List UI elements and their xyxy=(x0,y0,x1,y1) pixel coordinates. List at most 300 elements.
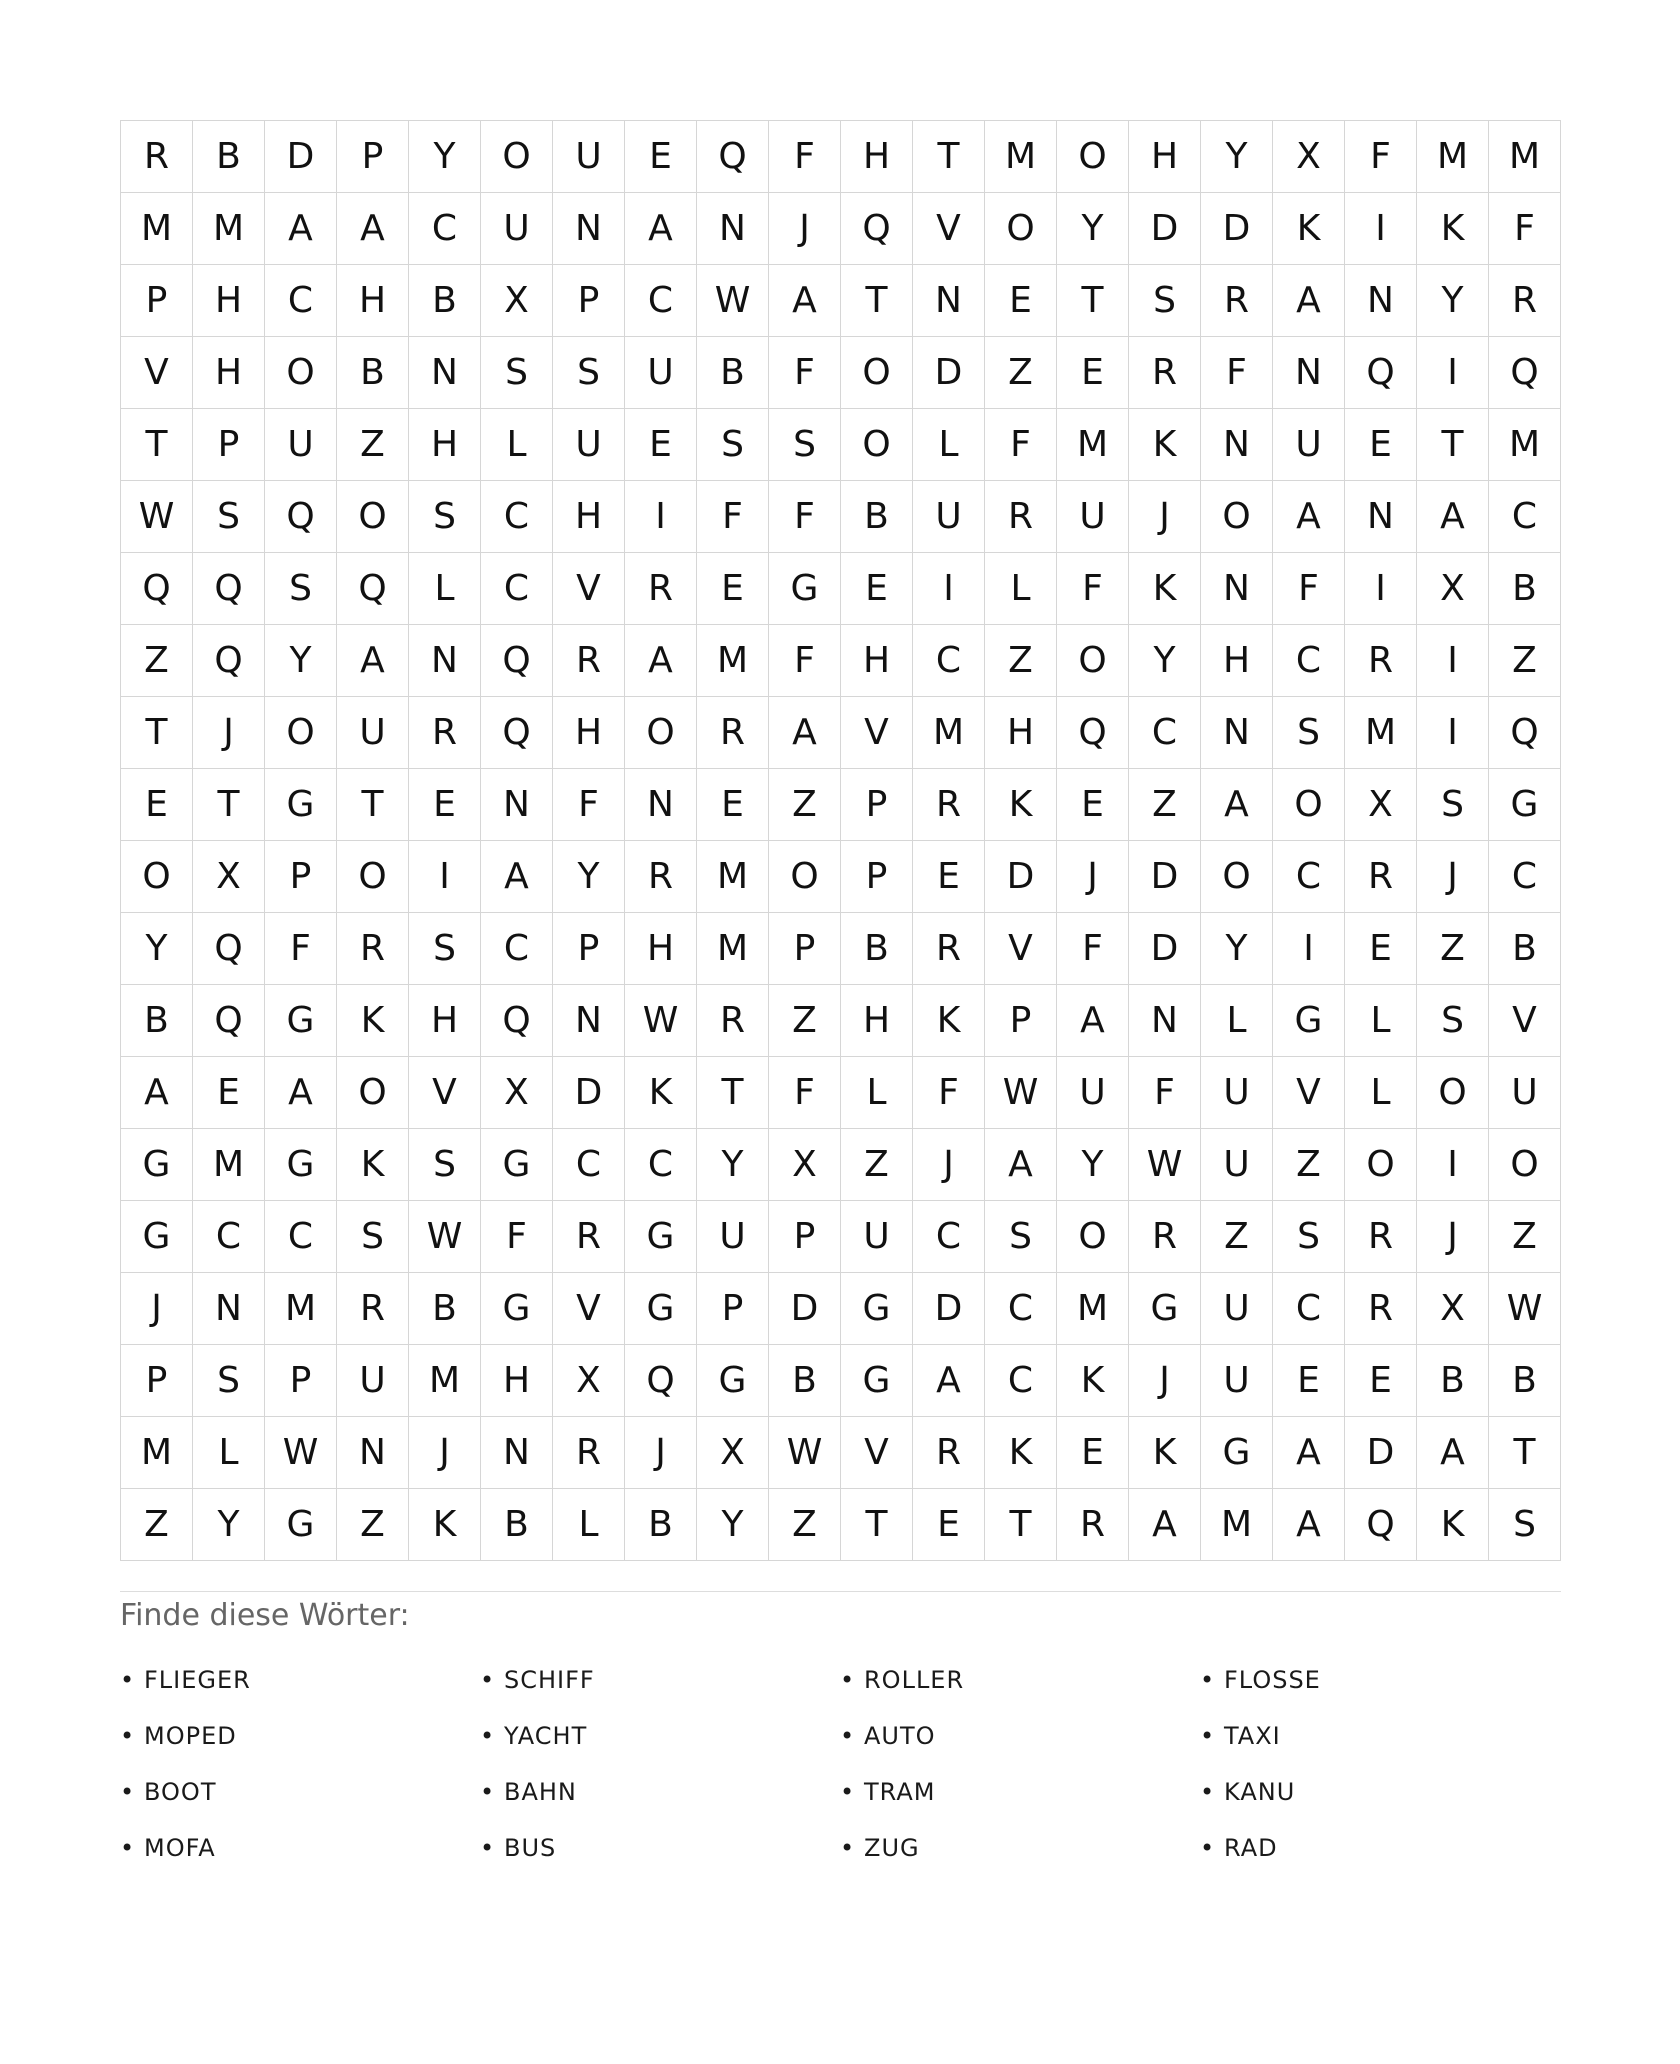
grid-cell[interactable]: J xyxy=(625,1417,697,1489)
grid-cell[interactable]: G xyxy=(625,1273,697,1345)
grid-cell[interactable]: H xyxy=(841,625,913,697)
grid-cell[interactable]: X xyxy=(481,265,553,337)
grid-cell[interactable]: U xyxy=(1057,1057,1129,1129)
grid-cell[interactable]: R xyxy=(553,625,625,697)
grid-cell[interactable]: E xyxy=(697,553,769,625)
grid-cell[interactable]: D xyxy=(913,337,985,409)
grid-cell[interactable]: L xyxy=(409,553,481,625)
grid-cell[interactable]: G xyxy=(265,985,337,1057)
grid-cell[interactable]: U xyxy=(697,1201,769,1273)
grid-cell[interactable]: K xyxy=(985,1417,1057,1489)
grid-cell[interactable]: V xyxy=(1273,1057,1345,1129)
grid-cell[interactable]: N xyxy=(337,1417,409,1489)
grid-cell[interactable]: U xyxy=(1201,1129,1273,1201)
grid-cell[interactable]: S xyxy=(481,337,553,409)
grid-cell[interactable]: A xyxy=(769,697,841,769)
grid-cell[interactable]: C xyxy=(985,1345,1057,1417)
grid-cell[interactable]: I xyxy=(1273,913,1345,985)
grid-cell[interactable]: A xyxy=(1273,481,1345,553)
grid-cell[interactable]: T xyxy=(697,1057,769,1129)
grid-cell[interactable]: Q xyxy=(1345,1489,1417,1561)
grid-cell[interactable]: N xyxy=(481,769,553,841)
grid-cell[interactable]: Q xyxy=(337,553,409,625)
grid-cell[interactable]: O xyxy=(769,841,841,913)
grid-cell[interactable]: R xyxy=(1489,265,1561,337)
grid-cell[interactable]: N xyxy=(481,1417,553,1489)
grid-cell[interactable]: B xyxy=(337,337,409,409)
grid-cell[interactable]: M xyxy=(1057,409,1129,481)
grid-cell[interactable]: E xyxy=(1345,409,1417,481)
grid-cell[interactable]: G xyxy=(265,1489,337,1561)
grid-cell[interactable]: Y xyxy=(193,1489,265,1561)
grid-cell[interactable]: N xyxy=(193,1273,265,1345)
grid-cell[interactable]: M xyxy=(1201,1489,1273,1561)
grid-cell[interactable]: B xyxy=(841,913,913,985)
grid-cell[interactable]: M xyxy=(697,625,769,697)
grid-cell[interactable]: A xyxy=(337,625,409,697)
grid-cell[interactable]: Z xyxy=(769,985,841,1057)
grid-cell[interactable]: X xyxy=(697,1417,769,1489)
grid-cell[interactable]: G xyxy=(265,769,337,841)
grid-cell[interactable]: C xyxy=(481,553,553,625)
grid-cell[interactable]: R xyxy=(1345,625,1417,697)
grid-cell[interactable]: Y xyxy=(1201,121,1273,193)
grid-cell[interactable]: C xyxy=(1129,697,1201,769)
grid-cell[interactable]: Y xyxy=(697,1129,769,1201)
grid-cell[interactable]: U xyxy=(553,409,625,481)
grid-cell[interactable]: N xyxy=(697,193,769,265)
grid-cell[interactable]: A xyxy=(769,265,841,337)
grid-cell[interactable]: V xyxy=(553,553,625,625)
grid-cell[interactable]: G xyxy=(1273,985,1345,1057)
grid-cell[interactable]: X xyxy=(553,1345,625,1417)
grid-cell[interactable]: M xyxy=(1057,1273,1129,1345)
grid-cell[interactable]: C xyxy=(553,1129,625,1201)
grid-cell[interactable]: O xyxy=(1489,1129,1561,1201)
grid-cell[interactable]: O xyxy=(841,409,913,481)
grid-cell[interactable]: Z xyxy=(769,769,841,841)
grid-cell[interactable]: M xyxy=(1417,121,1489,193)
grid-cell[interactable]: J xyxy=(1417,841,1489,913)
grid-cell[interactable]: A xyxy=(1417,481,1489,553)
grid-cell[interactable]: U xyxy=(337,1345,409,1417)
grid-cell[interactable]: G xyxy=(841,1345,913,1417)
grid-cell[interactable]: H xyxy=(841,121,913,193)
grid-cell[interactable]: P xyxy=(193,409,265,481)
grid-cell[interactable]: N xyxy=(1273,337,1345,409)
grid-cell[interactable]: A xyxy=(1057,985,1129,1057)
grid-cell[interactable]: Z xyxy=(1489,625,1561,697)
grid-cell[interactable]: Y xyxy=(1057,193,1129,265)
grid-cell[interactable]: R xyxy=(697,985,769,1057)
grid-cell[interactable]: A xyxy=(1273,265,1345,337)
grid-cell[interactable]: R xyxy=(337,913,409,985)
grid-cell[interactable]: W xyxy=(625,985,697,1057)
grid-cell[interactable]: R xyxy=(1057,1489,1129,1561)
grid-cell[interactable]: G xyxy=(481,1273,553,1345)
grid-cell[interactable]: P xyxy=(337,121,409,193)
grid-cell[interactable]: E xyxy=(409,769,481,841)
grid-cell[interactable]: F xyxy=(1129,1057,1201,1129)
grid-cell[interactable]: A xyxy=(1417,1417,1489,1489)
grid-cell[interactable]: F xyxy=(913,1057,985,1129)
grid-cell[interactable]: Y xyxy=(1129,625,1201,697)
grid-cell[interactable]: P xyxy=(769,1201,841,1273)
grid-cell[interactable]: C xyxy=(913,1201,985,1273)
grid-cell[interactable]: O xyxy=(337,1057,409,1129)
grid-cell[interactable]: I xyxy=(1345,553,1417,625)
grid-cell[interactable]: B xyxy=(841,481,913,553)
grid-cell[interactable]: C xyxy=(481,481,553,553)
grid-cell[interactable]: I xyxy=(1417,625,1489,697)
grid-cell[interactable]: J xyxy=(913,1129,985,1201)
grid-cell[interactable]: A xyxy=(1273,1489,1345,1561)
grid-cell[interactable]: T xyxy=(121,409,193,481)
grid-cell[interactable]: G xyxy=(697,1345,769,1417)
grid-cell[interactable]: G xyxy=(265,1129,337,1201)
grid-cell[interactable]: O xyxy=(337,481,409,553)
grid-cell[interactable]: E xyxy=(697,769,769,841)
grid-cell[interactable]: B xyxy=(121,985,193,1057)
grid-cell[interactable]: K xyxy=(1057,1345,1129,1417)
grid-cell[interactable]: M xyxy=(409,1345,481,1417)
grid-cell[interactable]: K xyxy=(1129,409,1201,481)
grid-cell[interactable]: A xyxy=(625,625,697,697)
grid-cell[interactable]: P xyxy=(265,841,337,913)
grid-cell[interactable]: B xyxy=(409,265,481,337)
grid-cell[interactable]: Q xyxy=(1057,697,1129,769)
grid-cell[interactable]: V xyxy=(841,1417,913,1489)
grid-cell[interactable]: P xyxy=(985,985,1057,1057)
grid-cell[interactable]: K xyxy=(1417,193,1489,265)
grid-cell[interactable]: M xyxy=(697,841,769,913)
grid-cell[interactable]: X xyxy=(1417,553,1489,625)
grid-cell[interactable]: N xyxy=(1345,265,1417,337)
grid-cell[interactable]: W xyxy=(1129,1129,1201,1201)
grid-cell[interactable]: B xyxy=(481,1489,553,1561)
grid-cell[interactable]: Q xyxy=(481,625,553,697)
grid-cell[interactable]: P xyxy=(841,841,913,913)
grid-cell[interactable]: G xyxy=(625,1201,697,1273)
grid-cell[interactable]: S xyxy=(769,409,841,481)
grid-cell[interactable]: S xyxy=(337,1201,409,1273)
grid-cell[interactable]: I xyxy=(1345,193,1417,265)
grid-cell[interactable]: X xyxy=(769,1129,841,1201)
grid-cell[interactable]: O xyxy=(1057,625,1129,697)
grid-cell[interactable]: P xyxy=(265,1345,337,1417)
grid-cell[interactable]: Q xyxy=(625,1345,697,1417)
grid-cell[interactable]: B xyxy=(1417,1345,1489,1417)
grid-cell[interactable]: D xyxy=(913,1273,985,1345)
grid-cell[interactable]: S xyxy=(409,481,481,553)
grid-cell[interactable]: T xyxy=(193,769,265,841)
grid-cell[interactable]: V xyxy=(121,337,193,409)
grid-cell[interactable]: F xyxy=(553,769,625,841)
grid-cell[interactable]: M xyxy=(985,121,1057,193)
grid-cell[interactable]: X xyxy=(1345,769,1417,841)
grid-cell[interactable]: R xyxy=(1129,1201,1201,1273)
grid-cell[interactable]: D xyxy=(769,1273,841,1345)
grid-cell[interactable]: V xyxy=(553,1273,625,1345)
grid-cell[interactable]: Z xyxy=(769,1489,841,1561)
grid-cell[interactable]: Q xyxy=(481,697,553,769)
grid-cell[interactable]: L xyxy=(553,1489,625,1561)
grid-cell[interactable]: Z xyxy=(841,1129,913,1201)
grid-cell[interactable]: R xyxy=(553,1417,625,1489)
grid-cell[interactable]: E xyxy=(1057,1417,1129,1489)
grid-cell[interactable]: F xyxy=(1489,193,1561,265)
grid-cell[interactable]: K xyxy=(1129,1417,1201,1489)
grid-cell[interactable]: M xyxy=(1489,409,1561,481)
grid-cell[interactable]: M xyxy=(1489,121,1561,193)
grid-cell[interactable]: K xyxy=(1129,553,1201,625)
grid-cell[interactable]: Y xyxy=(121,913,193,985)
grid-cell[interactable]: H xyxy=(1201,625,1273,697)
grid-cell[interactable]: C xyxy=(265,1201,337,1273)
grid-cell[interactable]: A xyxy=(265,1057,337,1129)
grid-cell[interactable]: X xyxy=(1417,1273,1489,1345)
grid-cell[interactable]: A xyxy=(625,193,697,265)
grid-cell[interactable]: U xyxy=(1489,1057,1561,1129)
grid-cell[interactable]: P xyxy=(769,913,841,985)
grid-cell[interactable]: N xyxy=(1345,481,1417,553)
grid-cell[interactable]: R xyxy=(913,913,985,985)
grid-cell[interactable]: F xyxy=(1345,121,1417,193)
grid-cell[interactable]: Y xyxy=(553,841,625,913)
grid-cell[interactable]: T xyxy=(1417,409,1489,481)
grid-cell[interactable]: R xyxy=(913,769,985,841)
grid-cell[interactable]: D xyxy=(1345,1417,1417,1489)
grid-cell[interactable]: F xyxy=(769,121,841,193)
grid-cell[interactable]: N xyxy=(553,193,625,265)
grid-cell[interactable]: F xyxy=(1057,553,1129,625)
grid-cell[interactable]: R xyxy=(625,553,697,625)
grid-cell[interactable]: Q xyxy=(1489,337,1561,409)
grid-cell[interactable]: F xyxy=(1057,913,1129,985)
grid-cell[interactable]: O xyxy=(121,841,193,913)
grid-cell[interactable]: J xyxy=(1417,1201,1489,1273)
grid-cell[interactable]: S xyxy=(1489,1489,1561,1561)
grid-cell[interactable]: T xyxy=(985,1489,1057,1561)
grid-cell[interactable]: D xyxy=(1201,193,1273,265)
grid-cell[interactable]: W xyxy=(985,1057,1057,1129)
grid-cell[interactable]: C xyxy=(409,193,481,265)
grid-cell[interactable]: E xyxy=(913,841,985,913)
grid-cell[interactable]: H xyxy=(409,409,481,481)
grid-cell[interactable]: O xyxy=(1345,1129,1417,1201)
grid-cell[interactable]: H xyxy=(985,697,1057,769)
grid-cell[interactable]: S xyxy=(409,1129,481,1201)
grid-cell[interactable]: C xyxy=(193,1201,265,1273)
grid-cell[interactable]: S xyxy=(985,1201,1057,1273)
grid-cell[interactable]: U xyxy=(265,409,337,481)
grid-cell[interactable]: M xyxy=(1345,697,1417,769)
grid-cell[interactable]: Q xyxy=(193,913,265,985)
grid-cell[interactable]: A xyxy=(481,841,553,913)
grid-cell[interactable]: S xyxy=(1273,697,1345,769)
grid-cell[interactable]: B xyxy=(409,1273,481,1345)
grid-cell[interactable]: P xyxy=(121,1345,193,1417)
grid-cell[interactable]: H xyxy=(1129,121,1201,193)
grid-cell[interactable]: A xyxy=(1273,1417,1345,1489)
grid-cell[interactable]: I xyxy=(913,553,985,625)
grid-cell[interactable]: S xyxy=(1417,769,1489,841)
grid-cell[interactable]: F xyxy=(769,481,841,553)
grid-cell[interactable]: D xyxy=(553,1057,625,1129)
grid-cell[interactable]: W xyxy=(265,1417,337,1489)
grid-cell[interactable]: A xyxy=(985,1129,1057,1201)
grid-cell[interactable]: B xyxy=(769,1345,841,1417)
grid-cell[interactable]: E xyxy=(913,1489,985,1561)
grid-cell[interactable]: C xyxy=(265,265,337,337)
grid-cell[interactable]: U xyxy=(625,337,697,409)
grid-cell[interactable]: E xyxy=(841,553,913,625)
grid-cell[interactable]: Z xyxy=(1129,769,1201,841)
grid-cell[interactable]: M xyxy=(193,1129,265,1201)
grid-cell[interactable]: G xyxy=(121,1129,193,1201)
grid-cell[interactable]: I xyxy=(625,481,697,553)
grid-cell[interactable]: Z xyxy=(1489,1201,1561,1273)
grid-cell[interactable]: N xyxy=(1201,697,1273,769)
grid-cell[interactable]: E xyxy=(193,1057,265,1129)
grid-cell[interactable]: O xyxy=(265,337,337,409)
grid-cell[interactable]: R xyxy=(1201,265,1273,337)
grid-cell[interactable]: E xyxy=(985,265,1057,337)
grid-cell[interactable]: D xyxy=(265,121,337,193)
grid-cell[interactable]: R xyxy=(1345,841,1417,913)
grid-cell[interactable]: B xyxy=(1489,913,1561,985)
grid-cell[interactable]: B xyxy=(1489,1345,1561,1417)
grid-cell[interactable]: H xyxy=(625,913,697,985)
grid-cell[interactable]: S xyxy=(553,337,625,409)
grid-cell[interactable]: S xyxy=(1273,1201,1345,1273)
grid-cell[interactable]: F xyxy=(1273,553,1345,625)
grid-cell[interactable]: S xyxy=(1129,265,1201,337)
grid-cell[interactable]: A xyxy=(913,1345,985,1417)
grid-cell[interactable]: T xyxy=(841,265,913,337)
grid-cell[interactable]: K xyxy=(985,769,1057,841)
grid-cell[interactable]: L xyxy=(1201,985,1273,1057)
grid-cell[interactable]: Z xyxy=(337,409,409,481)
grid-cell[interactable]: Z xyxy=(1201,1201,1273,1273)
grid-cell[interactable]: E xyxy=(1057,769,1129,841)
grid-cell[interactable]: Z xyxy=(1417,913,1489,985)
grid-cell[interactable]: G xyxy=(769,553,841,625)
grid-cell[interactable]: W xyxy=(769,1417,841,1489)
grid-cell[interactable]: F xyxy=(769,337,841,409)
grid-cell[interactable]: J xyxy=(1129,481,1201,553)
grid-cell[interactable]: D xyxy=(1129,913,1201,985)
grid-cell[interactable]: U xyxy=(481,193,553,265)
grid-cell[interactable]: O xyxy=(337,841,409,913)
grid-cell[interactable]: A xyxy=(265,193,337,265)
grid-cell[interactable]: C xyxy=(1489,481,1561,553)
grid-cell[interactable]: Z xyxy=(985,625,1057,697)
grid-cell[interactable]: P xyxy=(553,265,625,337)
grid-cell[interactable]: N xyxy=(553,985,625,1057)
grid-cell[interactable]: J xyxy=(1057,841,1129,913)
grid-cell[interactable]: X xyxy=(193,841,265,913)
grid-cell[interactable]: C xyxy=(1489,841,1561,913)
grid-cell[interactable]: K xyxy=(1417,1489,1489,1561)
grid-cell[interactable]: T xyxy=(841,1489,913,1561)
grid-cell[interactable]: Q xyxy=(841,193,913,265)
grid-cell[interactable]: R xyxy=(1129,337,1201,409)
grid-cell[interactable]: S xyxy=(265,553,337,625)
grid-cell[interactable]: M xyxy=(121,1417,193,1489)
grid-cell[interactable]: O xyxy=(841,337,913,409)
grid-cell[interactable]: K xyxy=(913,985,985,1057)
grid-cell[interactable]: R xyxy=(1345,1201,1417,1273)
grid-cell[interactable]: E xyxy=(1345,1345,1417,1417)
grid-cell[interactable]: W xyxy=(1489,1273,1561,1345)
grid-cell[interactable]: N xyxy=(1129,985,1201,1057)
grid-cell[interactable]: E xyxy=(1345,913,1417,985)
grid-cell[interactable]: T xyxy=(337,769,409,841)
grid-cell[interactable]: L xyxy=(841,1057,913,1129)
grid-cell[interactable]: S xyxy=(1417,985,1489,1057)
grid-cell[interactable]: H xyxy=(481,1345,553,1417)
grid-cell[interactable]: J xyxy=(121,1273,193,1345)
grid-cell[interactable]: I xyxy=(1417,697,1489,769)
grid-cell[interactable]: P xyxy=(841,769,913,841)
grid-cell[interactable]: C xyxy=(1273,1273,1345,1345)
grid-cell[interactable]: V xyxy=(913,193,985,265)
grid-cell[interactable]: D xyxy=(1129,193,1201,265)
grid-cell[interactable]: P xyxy=(553,913,625,985)
grid-cell[interactable]: L xyxy=(481,409,553,481)
grid-cell[interactable]: R xyxy=(337,1273,409,1345)
grid-cell[interactable]: Z xyxy=(1273,1129,1345,1201)
grid-cell[interactable]: G xyxy=(1201,1417,1273,1489)
grid-cell[interactable]: R xyxy=(1345,1273,1417,1345)
grid-cell[interactable]: I xyxy=(1417,1129,1489,1201)
grid-cell[interactable]: J xyxy=(769,193,841,265)
grid-cell[interactable]: T xyxy=(1057,265,1129,337)
grid-cell[interactable]: A xyxy=(121,1057,193,1129)
grid-cell[interactable]: O xyxy=(265,697,337,769)
grid-cell[interactable]: Q xyxy=(265,481,337,553)
grid-cell[interactable]: Q xyxy=(193,625,265,697)
grid-cell[interactable]: J xyxy=(193,697,265,769)
grid-cell[interactable]: V xyxy=(409,1057,481,1129)
grid-cell[interactable]: Y xyxy=(1417,265,1489,337)
grid-cell[interactable]: U xyxy=(841,1201,913,1273)
grid-cell[interactable]: A xyxy=(337,193,409,265)
grid-cell[interactable]: N xyxy=(913,265,985,337)
grid-cell[interactable]: S xyxy=(193,481,265,553)
grid-cell[interactable]: D xyxy=(1129,841,1201,913)
grid-cell[interactable]: H xyxy=(193,265,265,337)
grid-cell[interactable]: O xyxy=(1057,1201,1129,1273)
grid-cell[interactable]: E xyxy=(625,121,697,193)
grid-cell[interactable]: K xyxy=(337,1129,409,1201)
grid-cell[interactable]: Q xyxy=(1345,337,1417,409)
grid-cell[interactable]: G xyxy=(121,1201,193,1273)
grid-cell[interactable]: S xyxy=(697,409,769,481)
grid-cell[interactable]: M xyxy=(697,913,769,985)
grid-cell[interactable]: R xyxy=(553,1201,625,1273)
grid-cell[interactable]: R xyxy=(697,697,769,769)
grid-cell[interactable]: G xyxy=(841,1273,913,1345)
grid-cell[interactable]: T xyxy=(121,697,193,769)
grid-cell[interactable]: O xyxy=(1273,769,1345,841)
grid-cell[interactable]: C xyxy=(913,625,985,697)
grid-cell[interactable]: Q xyxy=(193,553,265,625)
grid-cell[interactable]: U xyxy=(553,121,625,193)
grid-cell[interactable]: P xyxy=(697,1273,769,1345)
grid-cell[interactable]: U xyxy=(1201,1273,1273,1345)
